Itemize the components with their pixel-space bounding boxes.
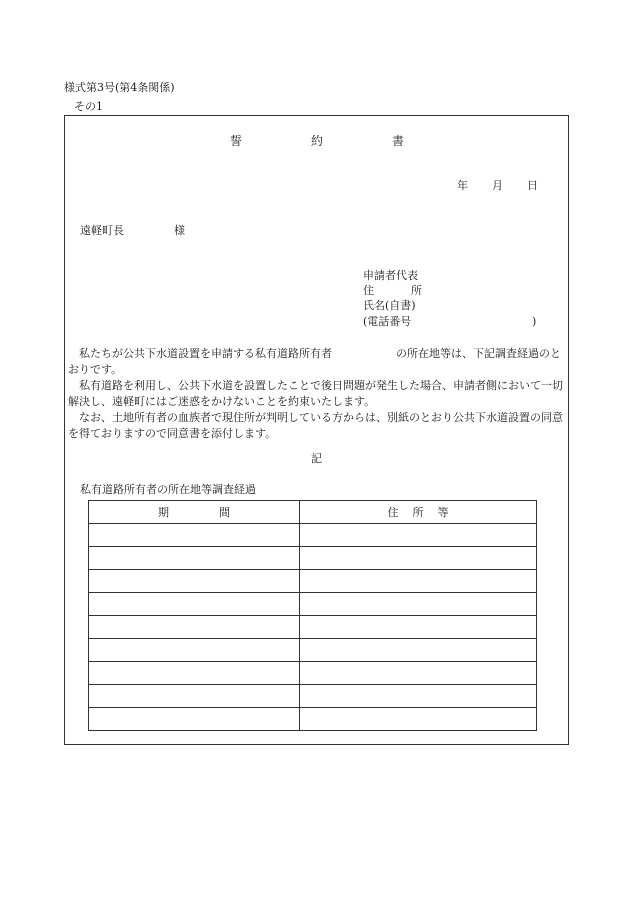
header-address-char-2: 所: [412, 506, 424, 519]
header-period: [89, 501, 300, 524]
table-row: [89, 616, 537, 639]
applicant-phone-open: (電話番号: [363, 315, 412, 328]
period-cell[interactable]: [89, 639, 300, 662]
body-paragraph-2: 私有道路を利用し、公共下水道を設置したことで後日問題が発生した場合、申請者側において一切解決し、遠軽町にはご迷惑をかけないことを約束いたします。: [68, 379, 563, 408]
applicant-name-label: 氏名(自書): [363, 299, 416, 312]
table-row: [89, 570, 537, 593]
table-row: [89, 639, 537, 662]
applicant-rep-label: 申請者代表: [363, 269, 418, 282]
address-cell[interactable]: [300, 593, 537, 616]
address-cell[interactable]: [300, 685, 537, 708]
applicant-address-char-2: 所: [411, 284, 422, 297]
date-month: 月: [492, 179, 503, 192]
address-cell[interactable]: [300, 616, 537, 639]
period-cell[interactable]: [89, 547, 300, 570]
body-p1-part-b: の所在地等は、下記調査経過のとおりです。: [68, 347, 561, 376]
date-day: 日: [527, 179, 538, 192]
address-cell[interactable]: [300, 524, 537, 547]
header-address: [300, 501, 537, 524]
body-paragraph-1: [68, 346, 564, 378]
header-address-char-3: 等: [437, 506, 449, 519]
body-paragraph-3: なお、土地所有者の血族者で現住所が判明している方からは、別紙のとおり公共下水道設置の同意を得ておりますので同意書を添付します。: [68, 411, 563, 440]
period-cell[interactable]: [89, 616, 300, 639]
period-cell[interactable]: [89, 685, 300, 708]
investigation-table: [88, 500, 537, 731]
body-p1-part-a: 私たちが公共下水道設置を申請する私有道路所有者: [79, 347, 332, 360]
address-cell[interactable]: [300, 570, 537, 593]
addressee-name: 遠軽町長: [80, 224, 124, 237]
address-cell[interactable]: [300, 708, 537, 731]
table-header-row: [89, 501, 537, 524]
period-cell[interactable]: [89, 593, 300, 616]
header-period-char-1: 期: [158, 506, 169, 519]
table-row: [89, 593, 537, 616]
form-label: 様式第3号(第4条関係): [64, 81, 175, 94]
title-char-2: 約: [311, 134, 324, 148]
period-cell[interactable]: [89, 524, 300, 547]
table-row: [89, 662, 537, 685]
header-period-char-2: 間: [219, 506, 230, 519]
applicant-address-char-1: 住: [363, 284, 374, 297]
period-cell[interactable]: [89, 662, 300, 685]
ki-mark: 記: [311, 452, 322, 465]
table-row: [89, 708, 537, 731]
addressee-honorific: 様: [174, 224, 185, 237]
title-char-1: 誓: [230, 134, 243, 148]
table-row: [89, 524, 537, 547]
header-address-char-1: 住: [387, 506, 399, 519]
table-row: [89, 685, 537, 708]
title-char-3: 書: [392, 134, 405, 148]
sub-label: その1: [74, 100, 103, 113]
section-title: 私有道路所有者の所在地等調査経過: [80, 483, 256, 496]
applicant-phone-close: ): [532, 315, 537, 328]
table-row: [89, 547, 537, 570]
date-year: 年: [457, 179, 468, 192]
period-cell[interactable]: [89, 570, 300, 593]
address-cell[interactable]: [300, 639, 537, 662]
period-cell[interactable]: [89, 708, 300, 731]
address-cell[interactable]: [300, 662, 537, 685]
address-cell[interactable]: [300, 547, 537, 570]
